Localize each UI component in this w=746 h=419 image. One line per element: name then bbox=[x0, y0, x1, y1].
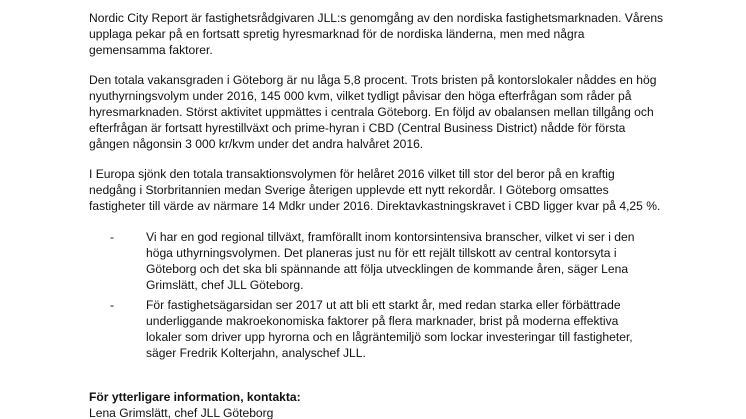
contact-heading: För ytterligare information, kontakta: bbox=[89, 390, 301, 404]
quote-text: Vi har en god regional tillväxt, framförallt inom kontorsintensiva branscher, vilket vi ser i den höga uthyrningsvolymen. Det planeras just nu för ett rejält tillskott av central kontorsyta i Göteborg och det ska bli spännande att följa utvecklingen de kommande åren, säger Lena Grimslätt, chef JLL Göteborg. bbox=[146, 230, 635, 292]
contact-name: Lena Grimslätt, chef JLL Göteborg bbox=[89, 406, 274, 419]
quote-text: För fastighetsägarsidan ser 2017 ut att bli ett starkt år, med redan starka eller förbättrade underliggande makroekonomiska faktorer på flera marknader, brist på moderna effektiva lokaler som driver upp hyrorna och en lågräntemiljö som lockar investeringar till fastigheter, säger Fredrik Kolterjahn, analyschef JLL. bbox=[146, 298, 633, 360]
transaction-paragraph: I Europa sjönk den totala transaktionsvolymen för helåret 2016 vilket till stor del beror på en kraftig nedgång i Storbritannien medan Sverige återigen upplevde ett nytt rekordår. I Göteborg omsattes fastigheter till värde av närmare 14 Mdkr under 2016. Direktavkastningskravet i CBD ligger kvar på 4,25 %. bbox=[89, 167, 661, 213]
vacancy-paragraph: Den totala vakansgraden i Göteborg är nu låga 5,8 procent. Trots bristen på kontorslokaler nåddes en hög nyuthyrningsvolym under 2016, 145 000 kvm, vilket tydligt påvisar den höga efterfrågan som råder på hyresmarknaden. Störst aktivitet uppmättes i centrala Göteborg. En följd av obalansen mellan tillgång och efterfrågan är fortsatt hyrestillväxt och prime-hyran i CBD (Central Business District) nådde för första gången någonsin 3 000 kr/kvm under det andra halvåret 2016. bbox=[89, 73, 657, 151]
intro-paragraph: Nordic City Report är fastighetsrådgivaren JLL:s genomgång av den nordiska fastighetsmarknaden. Vårens upplaga pekar på en fortsatt spretig hyresmarknad för de nordiska länderna, men med några gemensamma faktorer. bbox=[89, 11, 664, 57]
quote-dash: - bbox=[110, 230, 115, 244]
quote-dash: - bbox=[110, 298, 115, 312]
